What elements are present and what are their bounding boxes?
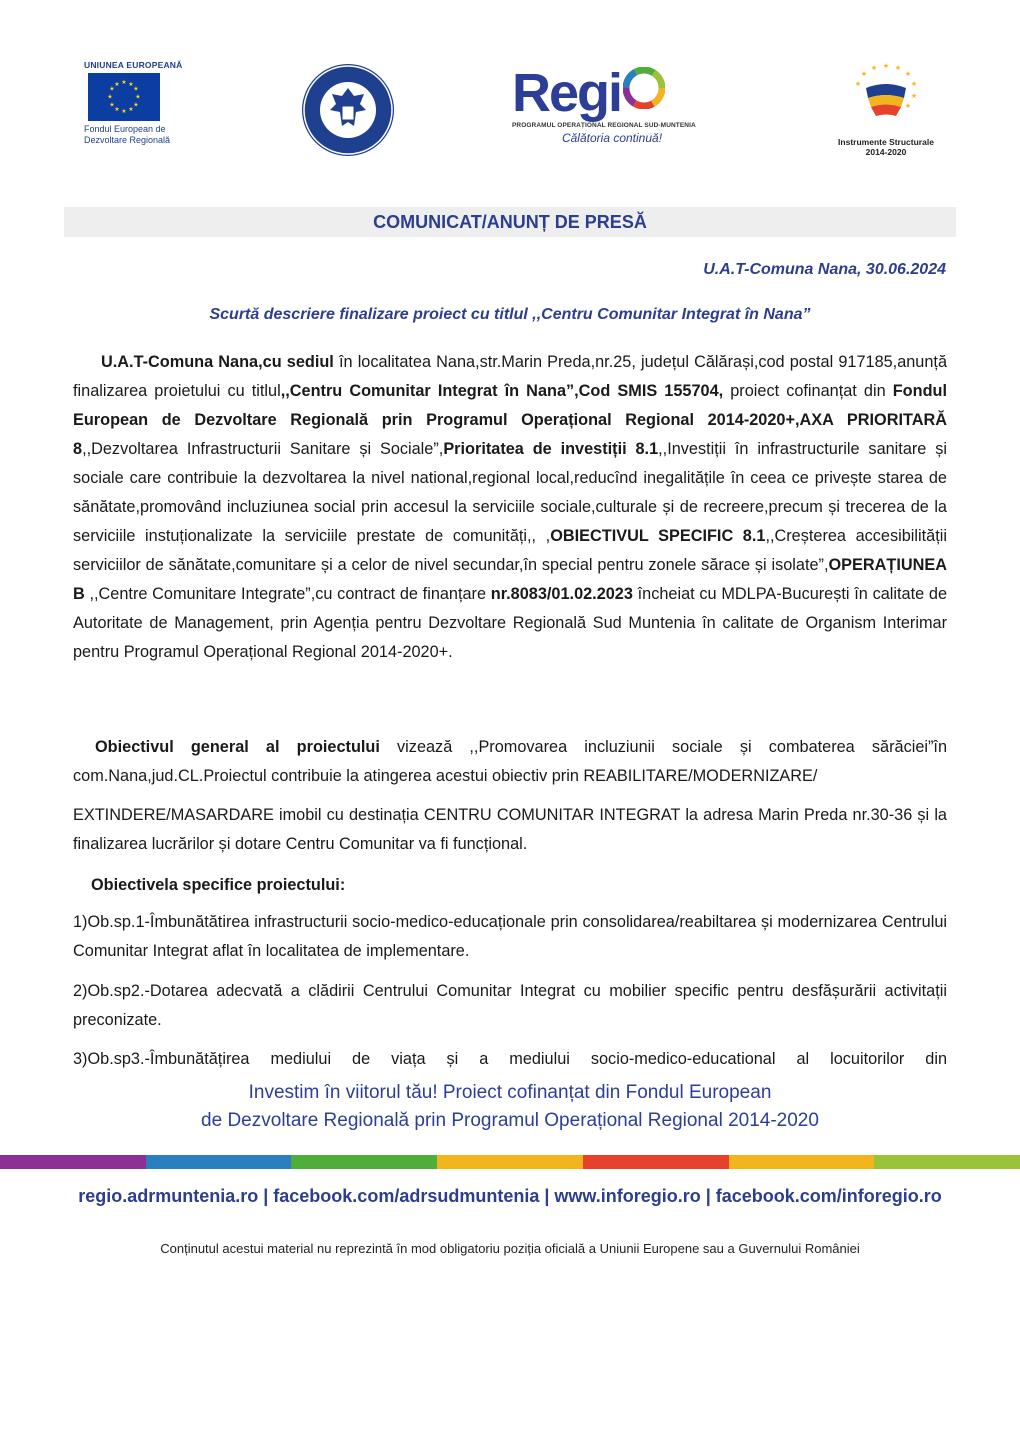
svg-text:★: ★ <box>133 101 139 109</box>
svg-text:★: ★ <box>904 70 912 78</box>
svg-text:★: ★ <box>121 108 127 115</box>
p1-bold-2: ,,Centru Comunitar Integrat în Nana”,Cod SMIS 155704, <box>280 382 724 400</box>
paragraph-general-objective <box>73 733 947 791</box>
p1-bold-4: Prioritatea de investiții 8.1 <box>443 440 659 458</box>
svg-text:★: ★ <box>894 64 902 72</box>
p1-text-1: în localitatea Nana,str.Marin Preda,nr.25, județul Călărași,cod postal 917185,anunță finalizarea proietului cu titlul <box>73 353 947 400</box>
svg-text:★: ★ <box>860 70 868 78</box>
specific-objective-3: 3)Ob.sp3.-Îmbunătățirea mediului de viața și a mediului socio-medico-educational al locuitorilor din <box>73 1050 947 1068</box>
p1-text-3: ,,Dezvoltarea Infrastructurii Sanitare și Sociale”, <box>82 440 444 458</box>
press-release-title: COMUNICAT/ANUNȚ DE PRESĂ <box>64 207 956 237</box>
specific-objective-1: 1)Ob.sp.1-Îmbunătătirea infrastructurii socio-medico-educaționale prin consolidarea/reabiltarea și modernizarea Centrului Comunitar Integrat aflat în localitatea de implementare. <box>73 913 947 960</box>
instrumente-structurale-logo <box>826 58 946 158</box>
p1-text-7: încheiat cu MDLPA-București în calitate de Autoritate de Management, prin Agenția pentru Dezvoltare Regională Sud Muntenia în calitate de Organism Interimar pentru Programul Operațional Regional 2014-2020+. <box>73 585 948 661</box>
color-stripe-segment <box>874 1155 1020 1169</box>
regio-subtitle: PROGRAMUL OPERAȚIONAL REGIONAL SUD-MUNTENIA <box>512 122 696 129</box>
p1-text-6: ,,Centre Comunitare Integrate”,cu contract de finanțare <box>84 585 491 603</box>
svg-text:★: ★ <box>114 80 120 88</box>
svg-text:★: ★ <box>107 93 113 101</box>
eu-logo-sub2: Dezvoltare Regională <box>84 135 171 145</box>
p1-text-2: proiect cofinanțat din <box>723 382 893 400</box>
p1-bold-5: OBIECTIVUL SPECIFIC 8.1 <box>550 527 766 545</box>
svg-text:★: ★ <box>904 102 912 110</box>
svg-text:★: ★ <box>910 80 918 88</box>
p1-bold-6: OPERAȚIUNEA B <box>73 556 947 603</box>
regio-wordmark: Regi <box>512 63 622 123</box>
p1-bold-1: U.A.T-Comuna Nana,cu sediul <box>101 353 334 371</box>
p2-text-1: vizează ,,Promovarea incluziunii sociale și combaterea sărăciei”în com.Nana,jud.CL.Proiectul contribuie la atingerea acestui obiectiv prin REABILITARE/MODERNIZARE/ <box>73 738 947 785</box>
investment-slogan <box>0 1079 1020 1135</box>
svg-text:★: ★ <box>133 85 139 93</box>
p1-bold-3: Fondul European de Dezvoltare Regională prin Programul Operațional Regional 2014-2020+,AXA PRIORITARĂ 8 <box>73 382 947 458</box>
svg-text:★: ★ <box>910 92 918 100</box>
paragraph-extension: EXTINDERE/MASARDARE imobil cu destinația CENTRU COMUNITAR INTEGRAT la adresa Marin Preda nr.30-36 și la finalizarea lucrărilor și dotare Centru Comunitar va fi funcțional. <box>73 806 947 853</box>
color-stripe-segment <box>437 1155 583 1169</box>
eu-flag-icon <box>88 73 160 121</box>
investment-slogan-line2: de Dezvoltare Regională prin Programul Operațional Regional 2014-2020 <box>201 1110 819 1131</box>
regio-o-icon <box>623 67 665 114</box>
p1-text-4: ,,Investiții în infrastructurile sanitare și sociale care contribuie la dezvoltarea la nivel national,regional local,reducînd inegalitățile în ceea ce privește starea de sănătate,promovând incluziunea social prin accesul la serviciile sociale,culturale și de recreere,precum și trecerea de la serviciile instuționalizate la serviciile prestate de comunități,, , <box>73 440 947 545</box>
regio-tagline: Călătoria continuă! <box>561 131 663 145</box>
color-stripe-segment <box>146 1155 292 1169</box>
p1-text-5: ,,Creșterea accesibilității serviciilor de sănătate,comunitare și a celor de nivel secundar,în special pentru zonele sărace și isolate”, <box>73 527 947 574</box>
specific-objectives-heading-text: Obiectivela specifice proiectului: <box>91 876 346 894</box>
p1-bold-7: nr.8083/01.02.2023 <box>490 585 633 603</box>
structural-instruments-emblem-icon <box>846 58 926 130</box>
svg-text:★: ★ <box>135 93 141 101</box>
footer-links: regio.adrmuntenia.ro | facebook.com/adrsudmuntenia | www.inforegio.ro | facebook.com/inforegio.ro <box>78 1186 942 1206</box>
color-stripe-segment <box>583 1155 729 1169</box>
svg-text:★: ★ <box>114 106 120 114</box>
eu-logo-title: UNIUNEA EUROPEANĂ <box>84 60 183 70</box>
svg-text:★: ★ <box>870 64 878 72</box>
investment-slogan-line1: Investim în viitorul tău! Proiect cofinanțat din Fondul European <box>248 1082 772 1103</box>
date-location-line: U.A.T-Comuna Nana, 30.06.2024 <box>703 261 946 278</box>
paragraph-project-description <box>73 348 947 667</box>
svg-text:★: ★ <box>109 101 115 109</box>
p2-bold-1: Obiectivul general al proiectului <box>95 738 380 756</box>
is-logo-title: Instrumente Structurale <box>838 137 934 147</box>
svg-text:★: ★ <box>128 80 134 88</box>
color-stripe-segment <box>291 1155 437 1169</box>
specific-objective-2: 2)Ob.sp2.-Dotarea adecvată a clădirii Centrului Comunitar Integrat cu mobilier specific pentru desfășurării activitații preconizate. <box>73 982 947 1029</box>
government-seal-logo <box>300 62 396 158</box>
color-stripe-segment <box>0 1155 146 1169</box>
color-stripe <box>0 1155 1020 1169</box>
project-subtitle: Scurtă descriere finalizare proiect cu titlul ,,Centru Comunitar Integrat în Nana” <box>209 306 811 323</box>
svg-text:★: ★ <box>882 62 890 70</box>
svg-text:★: ★ <box>121 79 127 86</box>
footer-disclaimer: Conținutul acestui material nu reprezintă în mod obligatoriu poziția oficială a Uniunii Europene sau a Guvernului României <box>160 1241 860 1256</box>
eu-logo <box>84 60 184 146</box>
specific-objectives-heading <box>73 871 947 900</box>
eu-logo-sub1: Fondul European de <box>84 124 166 134</box>
regio-logo <box>512 63 712 156</box>
color-stripe-segment <box>729 1155 875 1169</box>
svg-text:★: ★ <box>854 80 862 88</box>
svg-text:★: ★ <box>128 106 134 114</box>
svg-text:★: ★ <box>109 85 115 93</box>
is-logo-years: 2014-2020 <box>865 147 907 157</box>
